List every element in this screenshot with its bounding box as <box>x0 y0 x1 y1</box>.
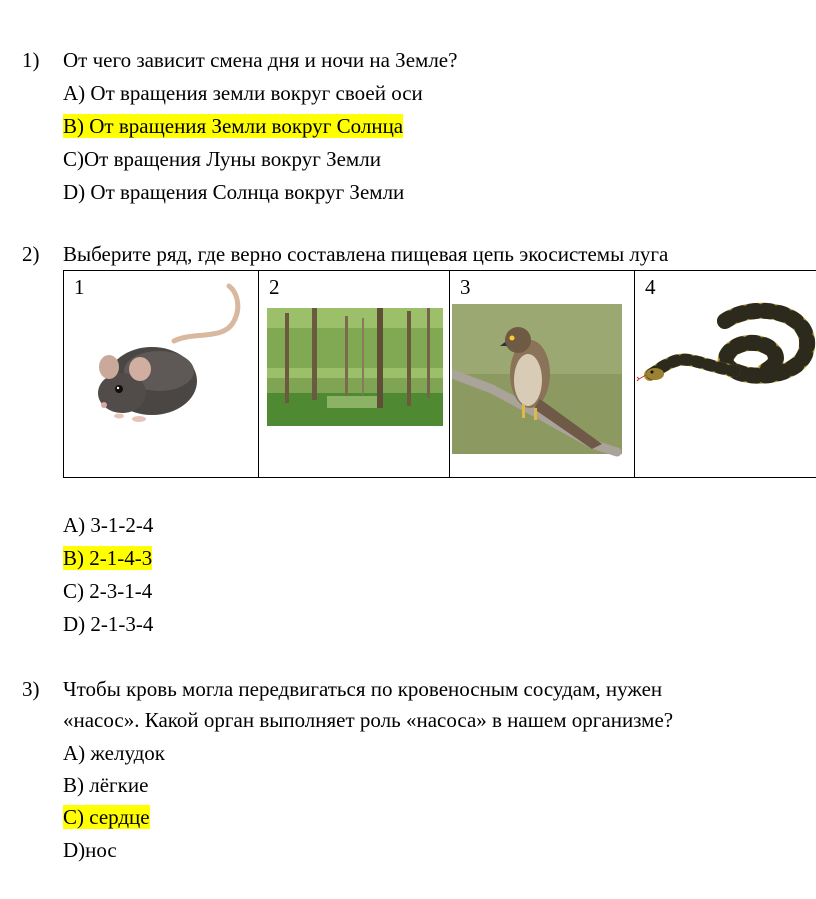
q3-option-d: D)нос <box>63 838 117 862</box>
mouse-image <box>64 271 258 477</box>
q3-option-c: C) сердце <box>63 805 150 829</box>
cell-4-label: 4 <box>645 275 656 299</box>
q1-option-d: D) От вращения Солнца вокруг Земли <box>63 180 405 204</box>
hawk-image <box>452 304 636 510</box>
q3-question-line1: Чтобы кровь могла передвигаться по кровеносным сосудам, нужен <box>63 677 663 701</box>
q3-option-a: A) желудок <box>63 741 166 765</box>
cell-3 <box>450 271 635 478</box>
food-chain-table <box>63 270 816 478</box>
cell-4 <box>635 271 816 478</box>
cell-2 <box>259 271 450 478</box>
q2-option-d: D) 2-1-3-4 <box>63 612 154 636</box>
q2-question: Выберите ряд, где верно составлена пищевая цепь экосистемы луга <box>63 242 669 266</box>
q3-number: 3) <box>22 677 40 701</box>
cell-1 <box>64 271 259 478</box>
forest-image <box>267 308 457 514</box>
q2-option-b: B) 2-1-4-3 <box>63 546 153 570</box>
q1-option-a: A) От вращения земли вокруг своей оси <box>63 81 423 105</box>
q1-question: От чего зависит смена дня и ночи на Земле? <box>63 48 458 72</box>
q2-number: 2) <box>22 242 40 266</box>
q1-number: 1) <box>22 48 40 72</box>
q1-option-b: B) От вращения Земли вокруг Солнца <box>63 114 404 138</box>
q2-option-c: C) 2-3-1-4 <box>63 579 153 603</box>
q1-option-c: C)От вращения Луны вокруг Земли <box>63 147 381 171</box>
cell-1-label: 1 <box>74 275 85 299</box>
q3-option-b: B) лёгкие <box>63 773 149 797</box>
q2-option-a: A) 3-1-2-4 <box>63 513 154 537</box>
cell-2-label: 2 <box>269 275 280 299</box>
q3-question-line2: «насос». Какой орган выполняет роль «насоса» в нашем организме? <box>63 708 674 732</box>
cell-3-label: 3 <box>460 275 471 299</box>
snake-image <box>635 271 816 477</box>
